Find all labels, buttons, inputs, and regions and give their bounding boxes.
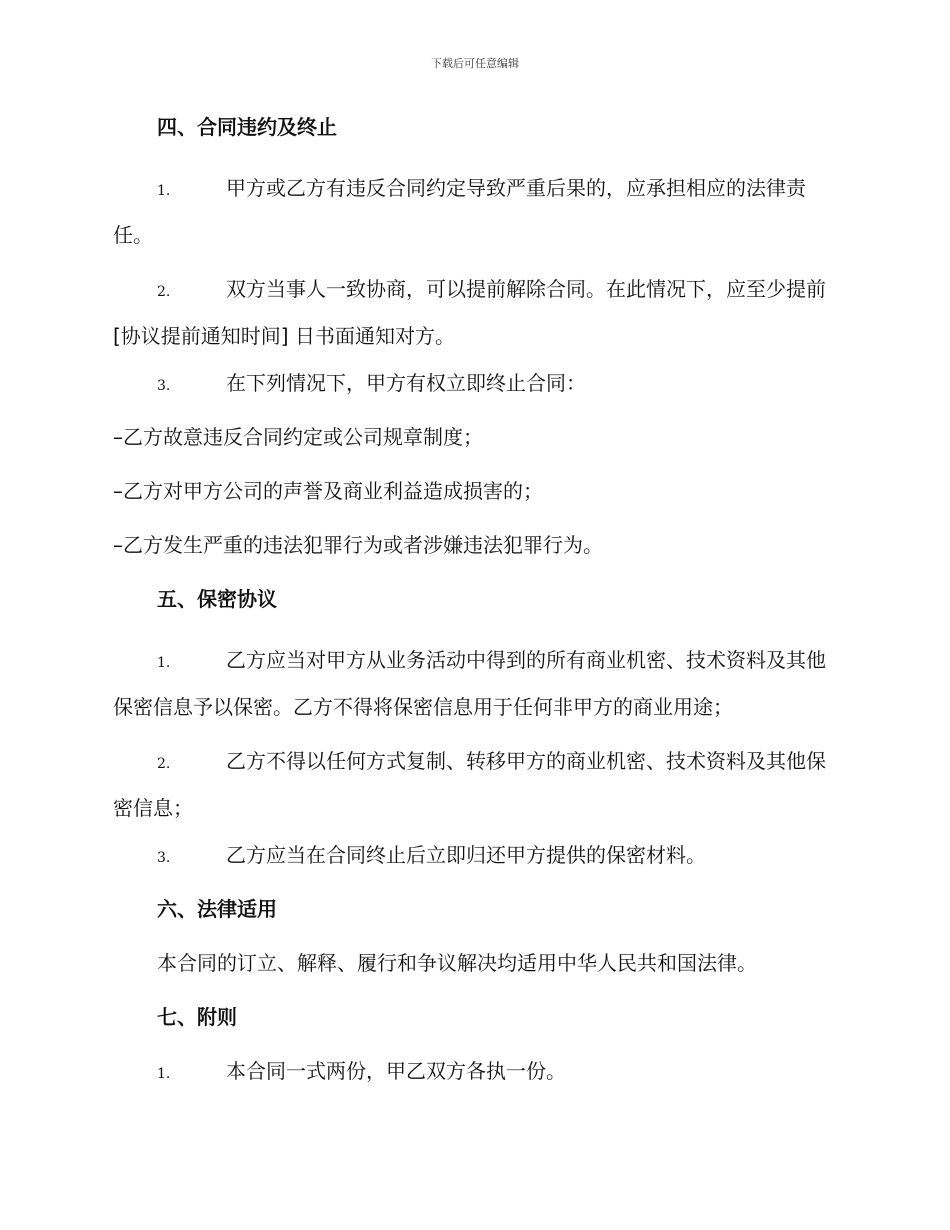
clause-number: 2. — [157, 284, 171, 300]
clause-text: 乙方应当在合同终止后立即归还甲方提供的保密材料。 — [226, 843, 706, 867]
clause-number: 3. — [157, 850, 171, 866]
clause-number: 1. — [157, 183, 171, 199]
sub-list-item: –乙方对甲方公司的声誉及商业利益造成损害的； — [113, 479, 543, 503]
section-heading-governing-law: 六、法律适用 — [157, 897, 277, 921]
section-heading-confidentiality: 五、保密协议 — [157, 587, 277, 611]
sub-list-item: –乙方发生严重的违法犯罪行为或者涉嫌违法犯罪行为。 — [113, 533, 603, 557]
clause-text: 乙方不得以任何方式复制、转移甲方的商业机密、技术资料及其他保密信息； — [113, 749, 826, 820]
clause-item — [113, 739, 838, 830]
governing-law-text: 本合同的订立、解释、履行和争议解决均适用中华人民共和国法律。 — [157, 951, 757, 975]
sub-list-item: –乙方故意违反合同约定或公司规章制度； — [113, 425, 483, 449]
clause-item — [113, 1056, 838, 1086]
clause-item — [113, 638, 838, 729]
clause-text: 双方当事人一致协商，可以提前解除合同。在此情况下，应至少提前 [协议提前通知时间] 日书面通知对方。 — [113, 277, 826, 348]
clause-number: 2. — [157, 756, 171, 772]
clause-number: 1. — [157, 1066, 171, 1082]
clause-item — [113, 840, 838, 870]
section-heading-breach: 四、合同违约及终止 — [157, 115, 337, 139]
clause-item — [113, 166, 838, 257]
clause-number: 1. — [157, 655, 171, 671]
section-heading-appendix: 七、附则 — [157, 1005, 237, 1029]
clause-item — [113, 267, 838, 358]
clause-text: 本合同一式两份，甲乙双方各执一份。 — [226, 1059, 566, 1083]
clause-item — [113, 368, 838, 398]
clause-text: 甲方或乙方有违反合同约定导致严重后果的，应承担相应的法律责任。 — [113, 176, 806, 247]
clause-text: 在下列情况下，甲方有权立即终止合同： — [226, 371, 586, 395]
clause-text: 乙方应当对甲方从业务活动中得到的所有商业机密、技术资料及其他保密信息予以保密。乙方不得将保密信息用于任何非甲方的商业用途； — [113, 648, 826, 719]
header-note: 下载后可任意编辑 — [431, 57, 519, 70]
clause-number: 3. — [157, 378, 171, 394]
document-body — [113, 112, 838, 1110]
